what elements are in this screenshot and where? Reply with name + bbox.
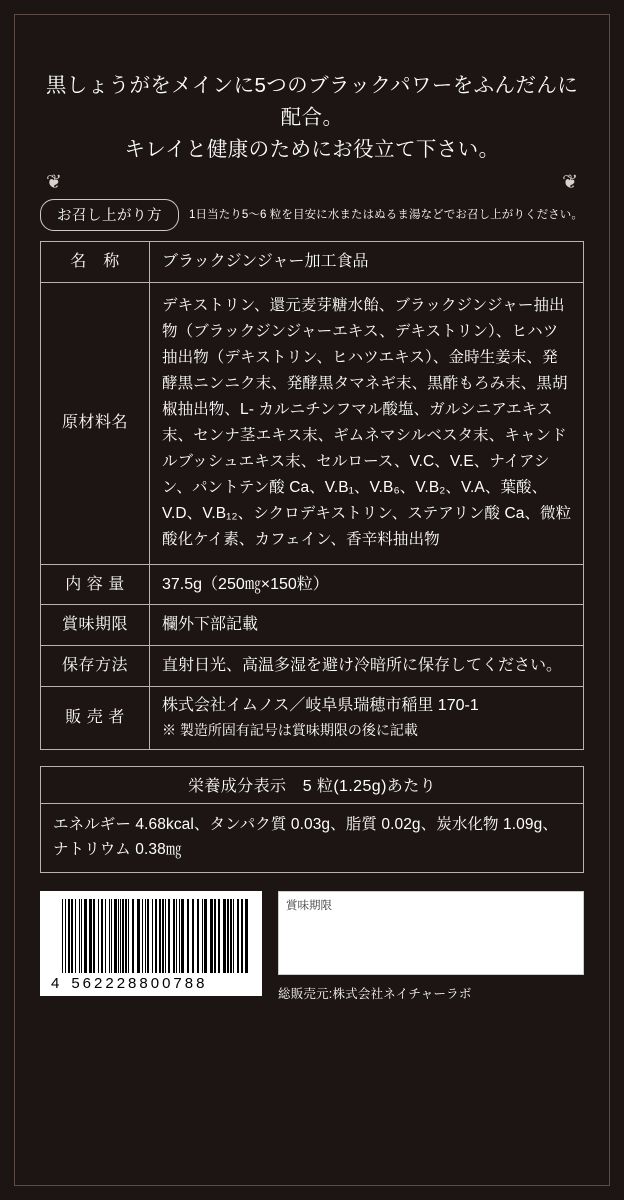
spec-label-storage — [41, 646, 150, 687]
spec-label-content-amount-text: 内 容 量 — [65, 575, 125, 593]
spec-label-name-text: 名 称 — [70, 253, 120, 271]
spec-value-content-amount: 37.5g（250㎎×150粒） — [150, 564, 584, 605]
nutrition-facts-body: エネルギー 4.68kcal、タンパク質 0.03g、脂質 0.02g、炭水化物 1.09g、ナトリウム 0.38㎎ — [53, 815, 558, 858]
spec-value-ingredients: デキストリン、還元麦芽糖水飴、ブラックジンジャー抽出物（ブラックジンジャーエキス、デキストリン）、ヒハツ抽出物（デキストリン、ヒハツエキス）、金時生姜末、発酵黒ニンニク末、発酵黒タマネギ末、黒酢もろみ末、黒胡椒抽出物、L- カルニチンフマル酸塩、ガルシニアエキス末、センナ茎エキス末、ギムネマシルベスタ末、キャンドルブッシュエキス末、セルロース、V.C、V.E、ナイアシン、パントテン酸 Ca、V.B₁、V.B₆、V.B₂、V.A、葉酸、V.D、V.B₁₂、シクロデキストリン、ステアリン酸 Ca、微粒酸化ケイ素、カフェイン、香辛料抽出物 — [150, 283, 584, 564]
expiry-label: 賞味期限 — [286, 899, 332, 912]
how-to-take-text: 1日当たり5〜6 粒を目安に水またはぬるま湯などでお召し上がりください。 — [189, 208, 583, 221]
spec-label-name — [41, 242, 150, 283]
table-row — [41, 564, 584, 605]
swirl-left-icon: ❦ — [46, 172, 62, 194]
table-row — [41, 687, 584, 749]
barcode-first-digit: 4 — [51, 974, 63, 992]
barcode — [40, 891, 262, 996]
table-row — [41, 646, 584, 687]
barcode-remaining-digits: 562228800788 — [71, 974, 208, 992]
spec-label-expiry-text: 賞味期限 — [61, 616, 128, 634]
how-to-take-pill: お召し上がり方 — [40, 199, 179, 231]
table-row — [41, 605, 584, 646]
seller-note: ※ 製造所固有記号は賞味期限の後に記載 — [162, 722, 418, 739]
headline — [40, 70, 584, 165]
spec-label-content-amount — [41, 564, 150, 605]
ornament-divider — [40, 171, 584, 197]
spec-value-expiry: 欄外下部記載 — [150, 605, 584, 646]
barcode-bars — [62, 899, 252, 973]
spec-label-ingredients-text: 原材料名 — [61, 414, 128, 432]
spec-label-expiry — [41, 605, 150, 646]
distributor-text: 総販売元:株式会社ネイチャーラボ — [278, 986, 472, 1001]
specification-table — [40, 241, 584, 749]
spec-value-seller — [150, 687, 584, 749]
how-to-take-section — [40, 199, 584, 231]
spec-value-name: ブラックジンジャー加工食品 — [150, 242, 584, 283]
spec-label-storage-text: 保存方法 — [61, 657, 128, 675]
footer-section — [40, 891, 584, 1002]
expiry-print-box — [278, 891, 584, 975]
spec-label-seller — [41, 687, 150, 749]
headline-line-1: 黒しょうがをメインに5つのブラックパワーをふんだんに配合。 — [45, 74, 579, 129]
table-row — [41, 283, 584, 564]
nutrition-facts-box — [40, 766, 584, 873]
headline-line-2: キレイと健康のためにお役立て下さい。 — [124, 137, 500, 161]
barcode-digits — [50, 973, 252, 992]
swirl-right-icon: ❦ — [562, 172, 578, 194]
nutrition-facts-title: 栄養成分表示 5 粒(1.25g)あたり — [41, 767, 583, 804]
seller-name: 株式会社イムノス／岐阜県瑞穂市稲里 170-1 — [162, 697, 479, 715]
expiry-area — [278, 891, 584, 1002]
table-row — [41, 242, 584, 283]
spec-label-seller-text: 販 売 者 — [65, 709, 125, 727]
spec-label-ingredients — [41, 283, 150, 564]
spec-value-storage: 直射日光、高温多湿を避け冷暗所に保存してください。 — [150, 646, 584, 687]
